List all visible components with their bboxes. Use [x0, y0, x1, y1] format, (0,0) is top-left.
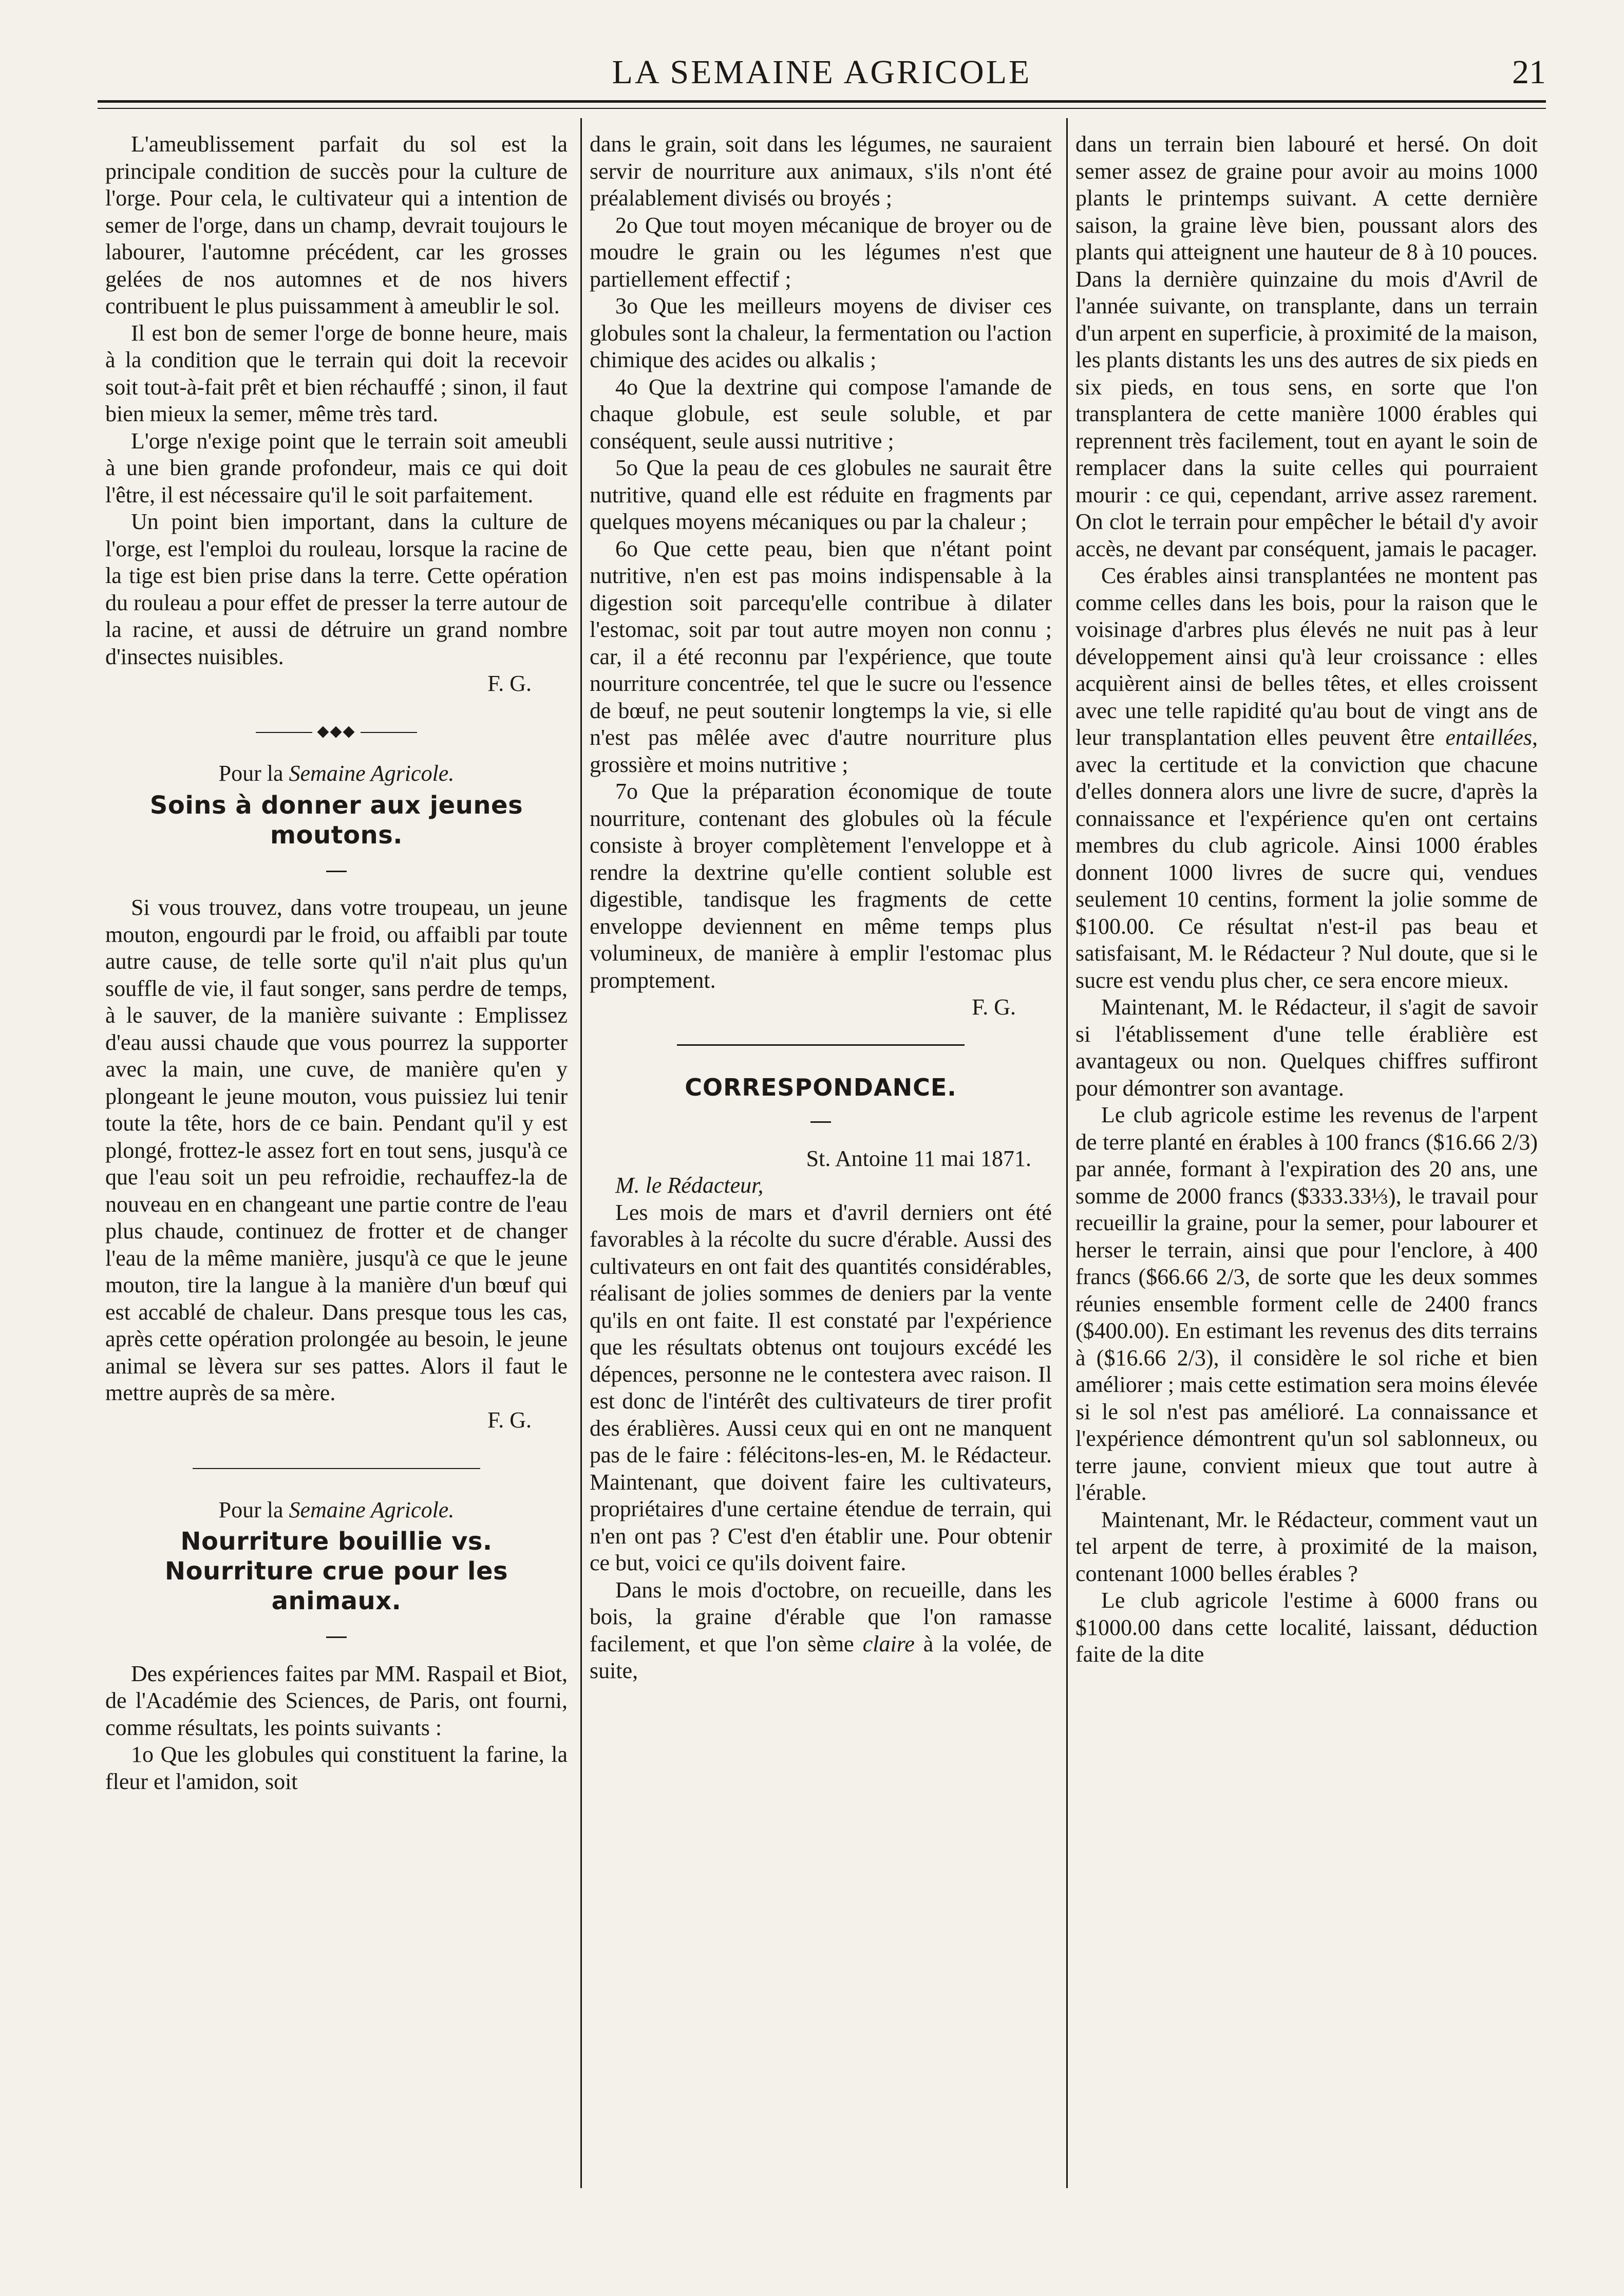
letter-salutation: M. le Rédacteur,: [615, 1173, 764, 1198]
article-paragraph: Si vous trouvez, dans votre troupeau, un jeune mouton, engourdi par le froid, ou affaibli par toute autre cause, de telle sorte qu'il n'ait plus qu'un souffle de vie, il faut songer, sans perdre de temps, à le sauver, de la manière suivante : Emplissez d'eau aussi chaude que vous pourrez la supporter avec la main, une cuve, de manière qu'en y plongeant le jeune mouton, vous puissiez lui tenir toute la tête, hors de ce bain. Pendant qu'il y est plongé, frottez-le assez fort en tout sens, jusqu'à ce que l'eau soit un peu refroidie, rechauffez-la de nouveau en en changeant une partie contre de l'eau plus chaude, continuez de frotter et de changer l'eau de la même manière, jusqu'à ce que le jeune mouton, tire la langue à la manière d'un bœuf qui est accablé de chaleur. Dans presque tous les cas, après cette opération prolongée au besoin, le jeune animal se lèvera sur ses pattes. Alors il faut le mettre auprès de sa mère.: [105, 895, 568, 1405]
article-paragraph: Des expériences faites par MM. Raspail et Biot, de l'Académie des Sciences, de Paris, ont fourni, comme résultats, les points suivants :: [105, 1661, 568, 1740]
article-paragraph: L'orge n'exige point que le terrain soit ameubli à une bien grande profondeur, mais ce qui doit l'être, il est nécessaire qu'il le soit parfaitement.: [105, 428, 568, 507]
author-signature: F. G.: [487, 671, 532, 696]
article-headline: Nourriture bouillie vs. Nourriture crue pour les animaux.: [164, 1527, 508, 1615]
letter-date: St. Antoine 11 mai 1871.: [806, 1145, 1031, 1171]
article-paragraph: 6o Que cette peau, bien que n'étant point nutritive, n'en est pas moins indispensable à la digestion soit parcequ'elle contribue à dilater l'estomac, soit par tout autre moyen non connu ; car, il a été reconnu par l'expérience, que toute nourriture concentrée, tel que le sucre ou l'essence de bœuf, ne peut soutenir longtemps la vie, si elle n'est pas mêlée avec d'autre nourriture plus grossière et moins nutritive ;: [590, 536, 1052, 777]
publication-title: LA SEMAINE AGRICOLE: [612, 53, 1032, 91]
article-paragraph: Les mois de mars et d'avril derniers ont été favorables à la récolte du sucre d'érable. Aussi des cultivateurs en ont fait des quantités considérables, réalisant de jolies sommes de deniers par la vente qu'ils en ont faite. Il est constaté par l'expérience que les résultats obtenus ont toujours excédé les dépences, personne ne le contestera avec raison. Il est donc de l'intérêt des cultivateurs de tirer profit des érablières. Aussi ceux qui en ont ne manquent pas de le faire : félécitons-les-en, M. le Rédacteur. Maintenant, que doivent faire les cultivateurs, propriétaires d'une certaine étendue de terrain, qui n'en ont pas ? C'est d'en établir une. Pour obtenir ce but, voici ce qu'ils doivent faire.: [590, 1199, 1052, 1575]
byline-source: Pour la Semaine Agricole.: [218, 1497, 455, 1522]
article-paragraph: Maintenant, M. le Rédacteur, il s'agit de savoir si l'établissement d'une telle érablière est avantageux ou non. Quelques chiffres suffiront pour démontrer son avantage.: [1075, 994, 1538, 1101]
header-rule-thin: [98, 108, 1546, 109]
article-paragraph: 5o Que la peau de ces globules ne saurait être nutritive, quand elle est réduite en fragments par quelques moyens mécaniques ou par la chaleur ;: [590, 455, 1052, 534]
column-3: [1075, 131, 1538, 2211]
article-paragraph: 4o Que la dextrine qui compose l'amande de chaque globule, est seule soluble, et par conséquent, seule aussi nutritive ;: [590, 374, 1052, 454]
short-dash: [105, 1622, 568, 1649]
column-divider-2: [1066, 118, 1068, 2188]
article-paragraph: 2o Que tout moyen mécanique de broyer ou de moudre le grain ou les légumes n'est que partiellement effectif ;: [590, 212, 1052, 292]
article-paragraph: Le club agricole estime les revenus de l'arpent de terre planté en érables à 100 francs ($16.66 2/3) par année, formant à l'expiration des 20 ans, une somme de 2000 francs ($333.33⅓), le travail pour recueillir la graine, pour la semer, pour labourer et herser le terrain, ainsi que pour l'enclore, à 400 francs ($66.66 2/3, de sorte que les deux sommes réunies ensemble forment celle de 2400 francs ($400.00). En estimant les revenus des dits terrains à ($16.66 2/3), il considère le sol riche et bien améliorer ; mais cette estimation sera moins élevée si le sol n'est pas amélioré. La connaissance et l'expérience démontrent qu'un sol sablonneux, ou terre jaune, convient mieux que tout autre à l'érable.: [1075, 1102, 1538, 1505]
masthead: [98, 49, 1546, 95]
section-rule: [677, 1044, 965, 1046]
header-rule-thick: [98, 100, 1546, 103]
column-divider-1: [580, 118, 582, 2188]
byline-source: Pour la Semaine Agricole.: [218, 761, 455, 786]
article-paragraph: 3o Que les meilleurs moyens de diviser ces globules sont la chaleur, la fermentation ou l'action chimique des acides ou alkalis ;: [590, 293, 1052, 372]
article-paragraph: dans le grain, soit dans les légumes, ne sauraient servir de nourriture aux animaux, s'ils n'ont été préalablement divisés ou broyés ;: [590, 131, 1052, 211]
article-paragraph: Ces érables ainsi transplantées ne montent pas comme celles dans les bois, pour la raison que le voisinage d'arbres plus élevés ne nuit pas à leur développement ainsi qu'à leur croissance : elles acquièrent ainsi de belles têtes, et elles croissent avec une telle rapidité qu'au bout de vingt ans de leur transplantation elles peuvent être entaillées, avec la certitude et la conviction que chacune d'elles donnera alors une livre de sucre, d'après la connaissance et l'expérience qu'en ont certains membres du club agricole. Ainsi 1000 érables donnent 1000 livres de sucre qui, vendues seulement 10 centins, forment la jolie somme de $100.00. Ce résultat n'est-il pas beau et satisfaisant, M. le Rédacteur ? Nul doute, que si le sucre est vendu plus cher, ce sera encore mieux.: [1075, 563, 1538, 993]
article-paragraph: dans un terrain bien labouré et hersé. On doit semer assez de graine pour avoir au moins 1000 plants le printemps suivant. A cette dernière saison, la graine lève bien, poussant alors des plants qui atteignent une hauteur de 8 à 10 pouces. Dans la dernière quinzaine du mois d'Avril de l'année suivante, on transplante, dans un terrain d'un arpent en superficie, à proximité de la maison, les plants distants les uns des autres de six pieds en six pieds, en tous sens, en sorte que l'on transplantera de cette manière 1000 érables qui reprennent très facilement, tout en ayant le soin de remplacer dans la suite celles qui pourraient mourir : ce qui, cependant, arrive assez rarement. On clot le terrain pour empêcher le bétail d'y avoir accès, ne devant par conséquent, jamais le pacager.: [1075, 131, 1538, 561]
article-headline: Soins à donner aux jeunes moutons.: [149, 791, 523, 850]
column-2: [590, 131, 1052, 2211]
article-paragraph: 7o Que la préparation économique de toute nourriture, contenant des globules où la fécule consiste à broyer complètement l'enveloppe et à rendre la dextrine qu'elle contient soluble est digestible, tandisque les fragments de cette enveloppe deviennent en même temps plus volumineux, de manière à emplir l'estomac plus promptement.: [590, 779, 1052, 993]
article-paragraph: Le club agricole l'estime à 6000 frans ou $1000.00 dans cette localité, laissant, déduction faite de la dite: [1075, 1588, 1538, 1667]
article-paragraph: Dans le mois d'octobre, on recueille, dans les bois, la graine d'érable que l'on ramasse facilement, et que l'on sème claire à la volée, de suite,: [590, 1577, 1052, 1683]
article-paragraph: Il est bon de semer l'orge de bonne heure, mais à la condition que le terrain qui doit la recevoir soit tout-à-fait prêt et bien réchauffé ; sinon, il faut bien mieux la semer, même très tard.: [105, 320, 568, 426]
article-paragraph: Un point bien important, dans la culture de l'orge, est l'emploi du rouleau, lorsque la racine de la tige est bien prise dans la terre. Cette opération du rouleau a pour effet de presser la terre autour de la racine, et aussi de détruire un grand nombre d'insectes nuisibles.: [105, 509, 568, 669]
section-rule: [105, 1454, 568, 1481]
section-title: CORRESPONDANCE.: [685, 1073, 957, 1101]
ornamental-divider: ◆◆◆: [105, 718, 568, 745]
article-paragraph: 1o Que les globules qui constituent la farine, la fleur et l'amidon, soit: [105, 1742, 568, 1794]
short-dash: [105, 856, 568, 883]
article-paragraph: Maintenant, Mr. le Rédacteur, comment vaut un tel arpent de terre, à proximité de la maison, contenant 1000 belles érables ?: [1075, 1507, 1538, 1586]
article-paragraph: L'ameublissement parfait du sol est la principale condition de succès pour la culture de l'orge. Pour cela, le cultivateur qui a intention de semer de l'orge, dans un champ, devrait toujours le labourer, l'automne précédent, car les grosses gelées de nos automnes et de nos hivers contribuent le plus puissamment à ameublir le sol.: [105, 131, 568, 318]
page-number: 21: [1512, 53, 1546, 91]
short-dash: [590, 1107, 1052, 1134]
author-signature: F. G.: [972, 994, 1016, 1020]
column-1: [105, 131, 568, 2211]
author-signature: F. G.: [487, 1407, 532, 1433]
